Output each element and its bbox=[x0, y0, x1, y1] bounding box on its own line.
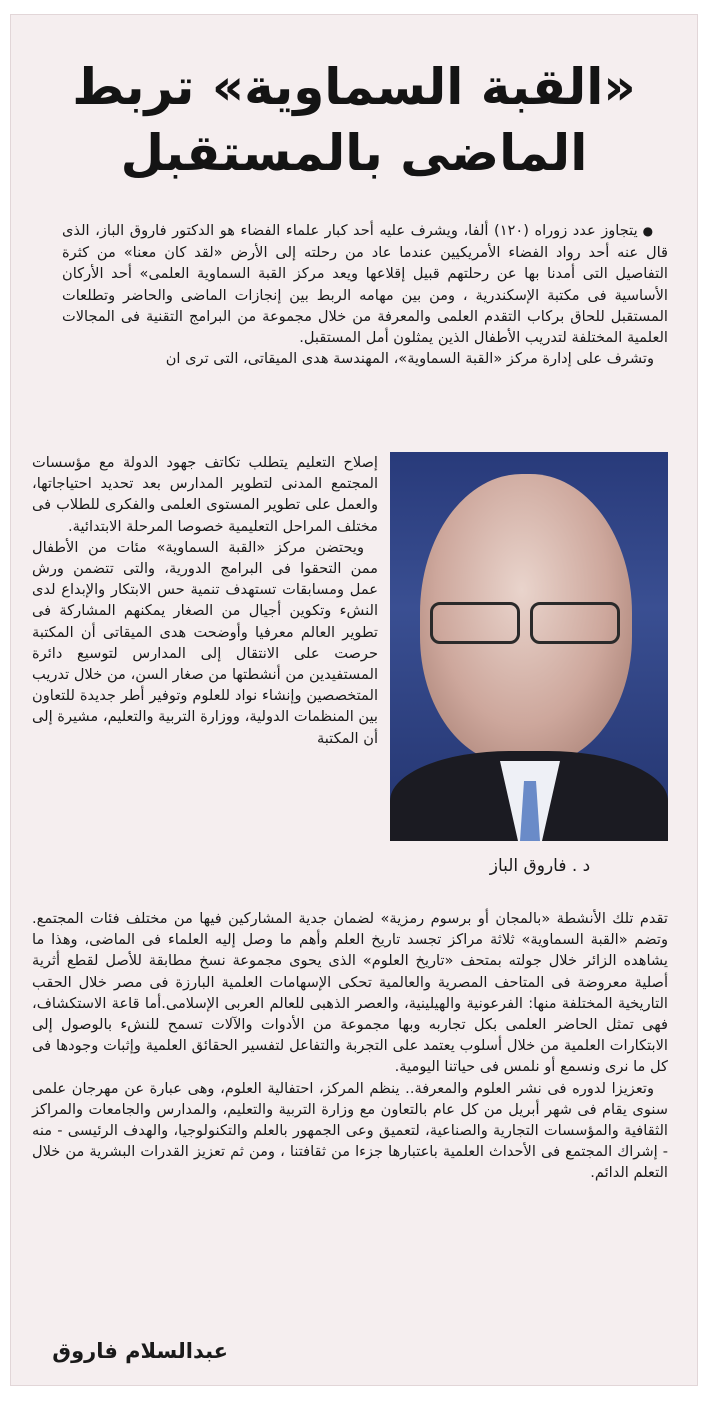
author-byline: عبدالسلام فاروق bbox=[52, 1339, 228, 1363]
article-side-column bbox=[32, 452, 378, 749]
headline-line-1: «القبة السماوية» تربط bbox=[72, 58, 636, 116]
photo-caption: د . فاروق الباز bbox=[489, 856, 591, 876]
paragraph-3-continued: تقدم تلك الأنشطة «بالمجان أو برسوم رمزية» لضمان جدية المشاركين فيها من مختلف فئات المجتمع. وتضم «القبة السماوية» ثلاثة مراكز تجسد تاريخ العلم وأهم ما وصل إليه العلماء فى الماضى، وهذا ما يشاهده الزائر خلال جولته بمتحف «تاريخ العلوم» الذى يحوى مجموعة نسخ مطابقة للأصل لقطع أثرية أصلية معروضة فى المتاحف المصرية والعالمية تحكى الإسهامات العلمية البارزة فى مصر خلال الحقب التاريخية المختلفة منها: الفرعونية والهيلينية، والعصر الذهبى للعالم العربى الإسلامى.أما قاعة الاستكشاف، فهى تمثل الحاضر العلمى بكل تجاربه وبها مجموعة من الأدوات والآلات تسمح للنشء بالوصول إلى الابتكارات العلمية من خلال أسلوب يعتمد على التجربة والتفاعل لتفسير الحقائق العلمية وإثبات وجودها فى كل ما نرى ونسمع أو نلمس فى حياتنا اليومية. bbox=[32, 910, 668, 1076]
newspaper-clipping bbox=[10, 14, 698, 1386]
glasses-icon bbox=[430, 602, 630, 642]
paragraph-2-intro: وتشرف على إدارة مركز «القبة السماوية»، المهندسة هدى الميقاتى، التى ترى ان bbox=[165, 350, 654, 368]
article-bottom-column bbox=[32, 908, 668, 1184]
article-headline bbox=[50, 54, 658, 186]
headline-line-2: الماضى بالمستقبل bbox=[120, 124, 588, 182]
portrait-photo bbox=[390, 452, 668, 841]
article-intro bbox=[62, 220, 668, 369]
paragraph-2-rest: إصلاح التعليم يتطلب تكاتف جهود الدولة مع مؤسسات المجتمع المدنى لتطوير المدارس بعد تحديد احتياجاتها، والعمل على تطوير المستوى العلمى والفكرى للطلاب فى مختلف المراحل التعليمية خصوصا المرحلة الابتدائية. bbox=[32, 454, 378, 535]
paragraph-1: ● يتجاوز عدد زوراه (١٢٠) ألفا، ويشرف عليه أحد كبار علماء الفضاء هو الدكتور فاروق الباز، الذى قال عنه أحد رواد الفضاء الأمريكيين عندما عاد من رحلته إلى الأرض «لقد كان معنا» من كثرة التفاصيل التى أمدنا بها عن رحلتهم قبيل إقلاعها ويعد مركز القبة السماوية العلمى» أحد الأركان الأساسية فى مكتبة الإسكندرية ، ومن بين مهامه الربط بين إنجازات الماضى والحاضر وتطلعات المستقبل للحاق بركاب التقدم العلمى والمعرفة من خلال مجموعة من البرامج التقنية فى المجالات العلمية المختلفة لتدريب الأطفال الذين يمثلون أمل المستقبل. bbox=[62, 220, 668, 348]
paragraph-4: وتعزيزا لدوره فى نشر العلوم والمعرفة.. ينظم المركز، احتفالية العلوم، وهى عبارة عن مهرجان علمى سنوى يقام فى شهر أبريل من كل عام بالتعاون مع وزارة التربية والتعليم، والمدارس والجامعات والمراكز الثقافية والمؤسسات التجارية والصناعية، لتعميق وعى الجمهور بالعلم والتكنولوجيا، والهدف الرئيسى - منه - إشراك المجتمع فى الأحداث العلمية باعتبارها جزءا من ثقافتنا ، ومن ثم تعزيز القدرات البشرية من خلال التعلم الدائم. bbox=[32, 1079, 668, 1182]
paragraph-3: ويحتضن مركز «القبة السماوية» مئات من الأطفال ممن التحقوا فى البرامج الدورية، والتى تتضمن ورش عمل ومسابقات تستهدف تنمية حس الابتكار والإبداع لدى النشء وتكوين أجيال من الصغار يمكنهم المشاركة فى تطوير العالم معرفيا وأوضحت هدى الميقاتى أن المكتبة حرصت على الانتقال إلى المدارس لتوسيع دائرة المستفيدين من أنشطتها من صغار السن، من خلال تدريب المتخصصين وإنشاء نواد للعلوم وتوفير أطر جديدة للتعاون بين المنظمات الدولية، ووزارة التربية والتعليم، مشيرة إلى أن المكتبة bbox=[32, 538, 378, 747]
